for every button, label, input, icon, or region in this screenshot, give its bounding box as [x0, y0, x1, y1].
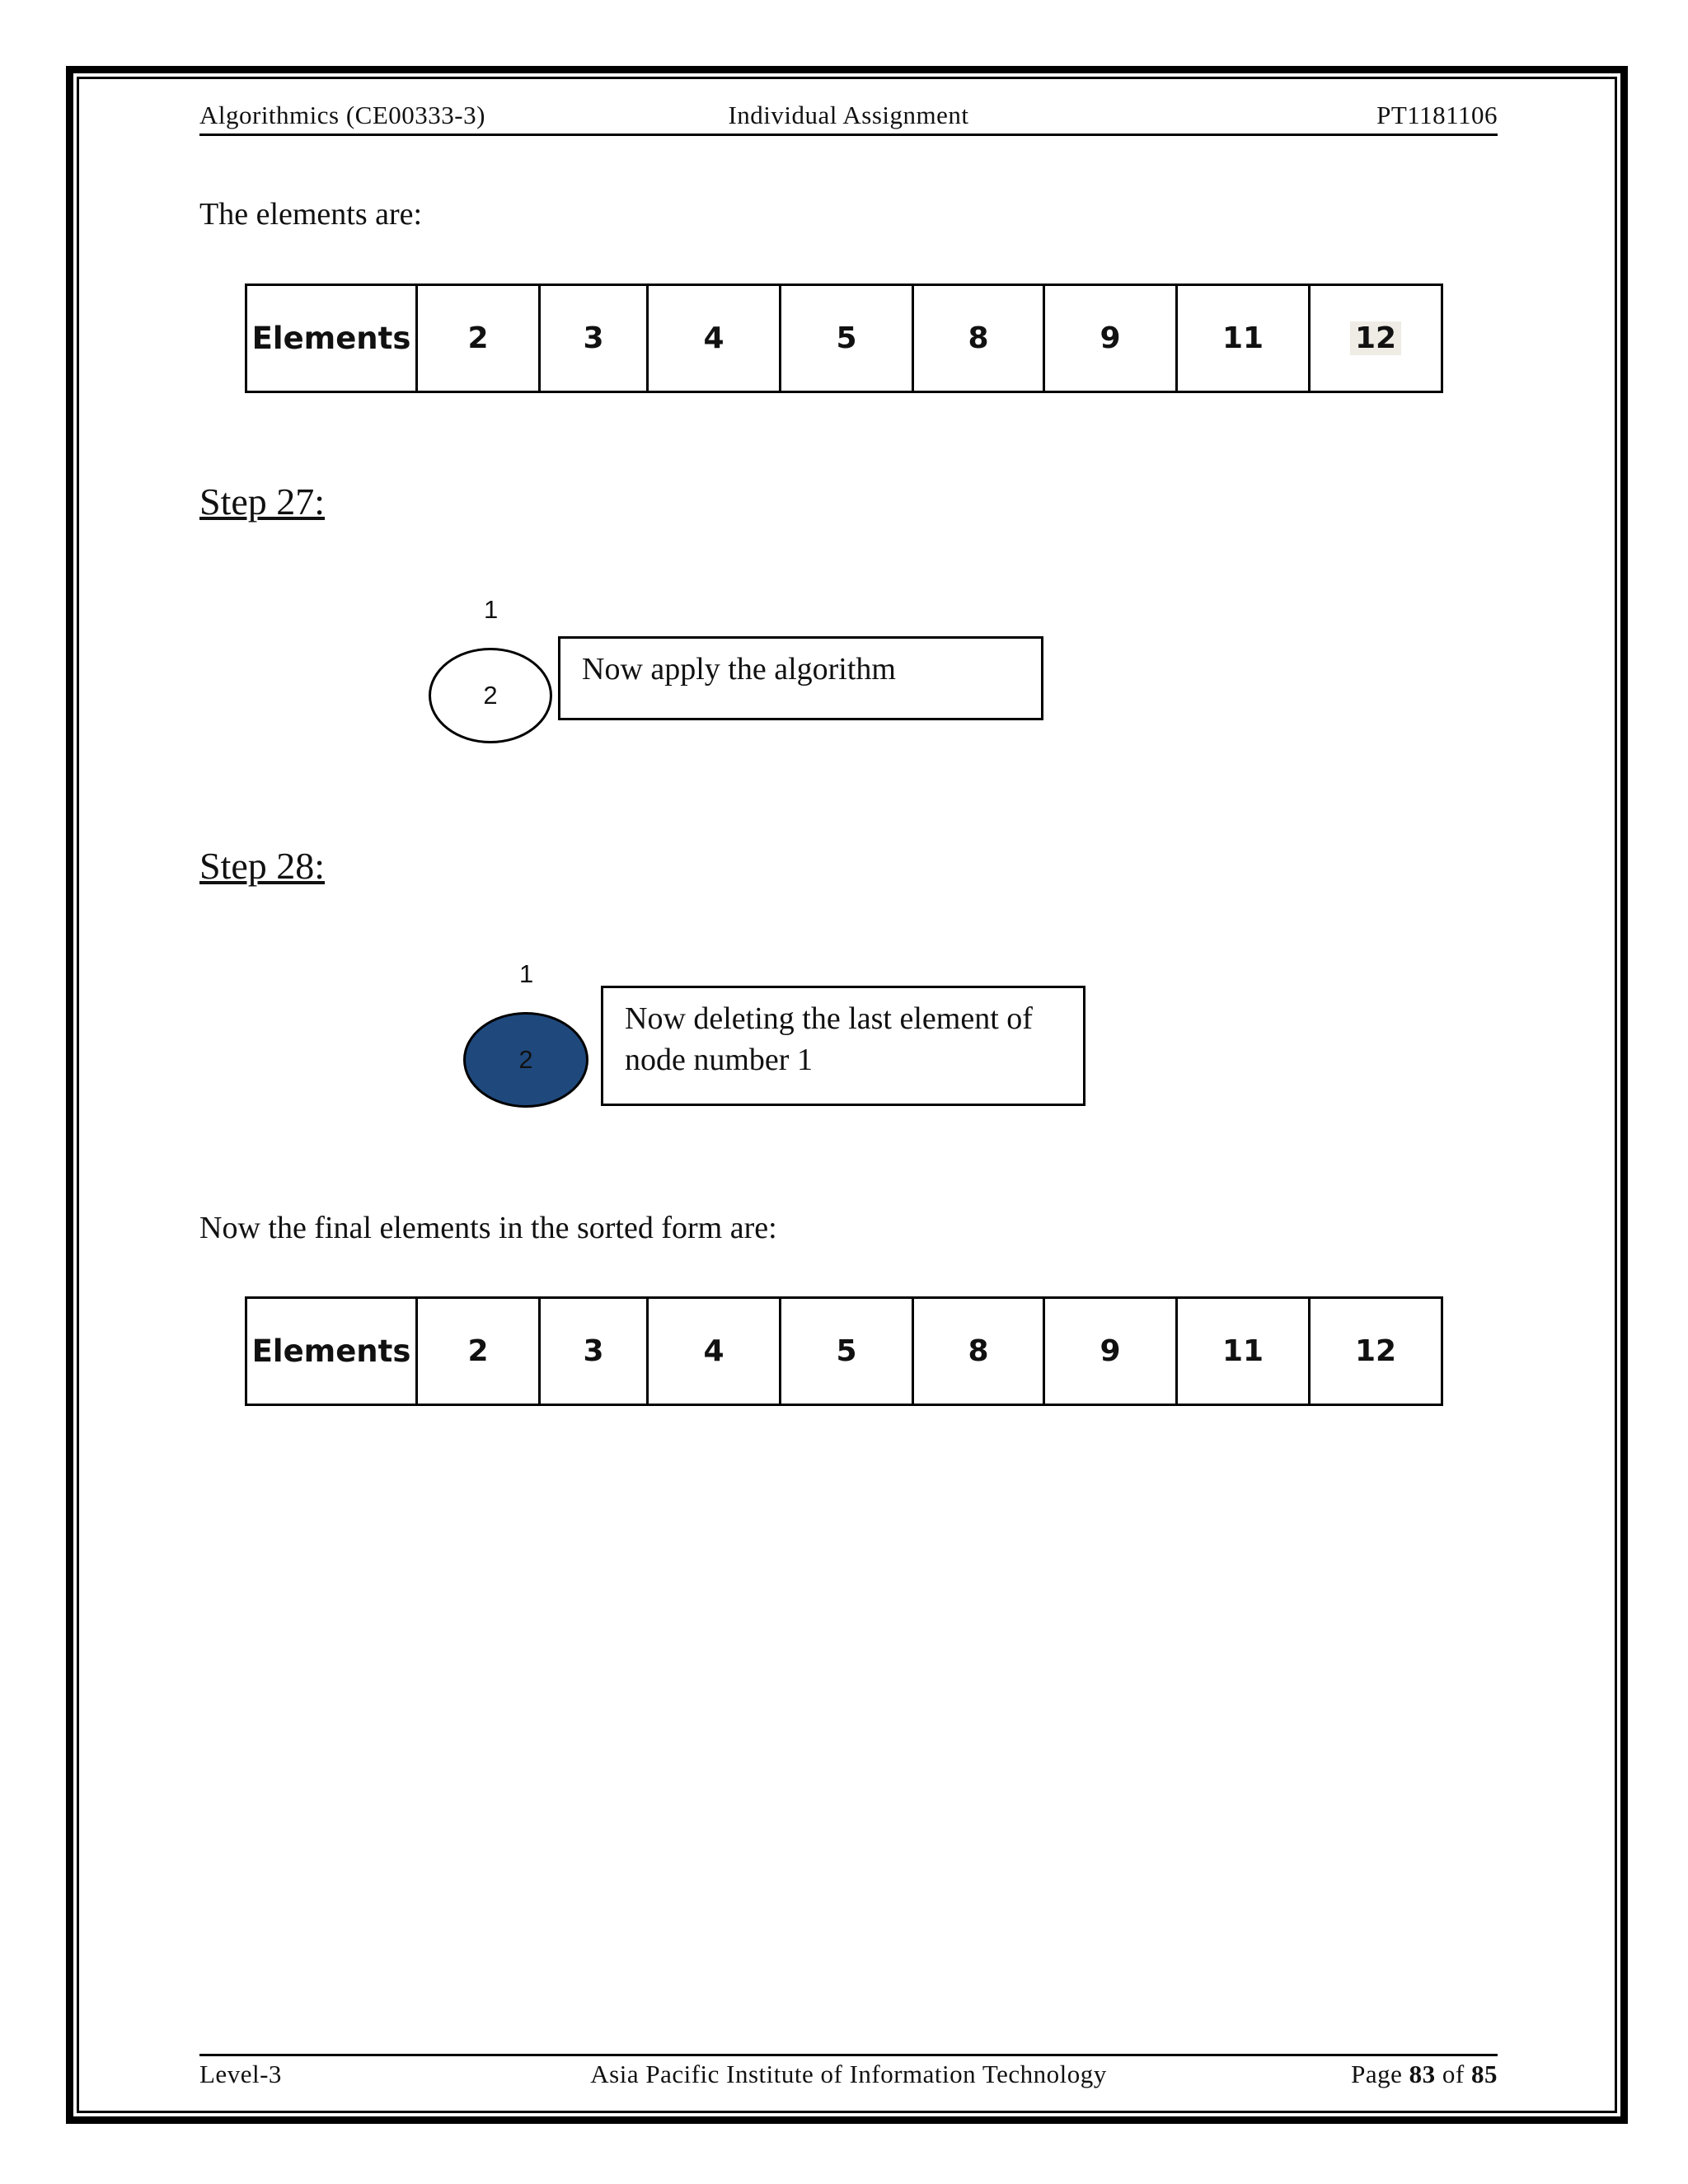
footer-page-number: Page 83 of 85: [1351, 2060, 1498, 2088]
table-cell: 3: [540, 1298, 648, 1405]
table-cell: 2: [417, 1298, 540, 1405]
final-text: Now the final elements in the sorted form are:: [199, 1211, 777, 1245]
table-cell: 4: [648, 285, 781, 392]
node-value: 2: [483, 681, 498, 710]
footer-level: Level-3: [199, 2060, 282, 2088]
table-cell: 9: [1044, 285, 1177, 392]
step-27-callout: [558, 636, 1043, 720]
step-27-title: Step 27:: [199, 480, 326, 523]
table-cell: 3: [540, 285, 648, 392]
header-student-id: PT1181106: [1376, 101, 1498, 129]
table-row: [246, 1298, 1442, 1405]
node-value: 2: [518, 1045, 533, 1074]
elements-table-final: [245, 1296, 1443, 1406]
table-cell: 5: [781, 1298, 913, 1405]
callout-text-line: Now deleting the last element of: [625, 1001, 1033, 1036]
table-cell: 11: [1177, 285, 1310, 392]
footer-institute: Asia Pacific Institute of Information Technology: [590, 2060, 1107, 2088]
node-number-label: 1: [484, 595, 499, 624]
header-title: Individual Assignment: [728, 101, 969, 129]
tree-node: [429, 648, 552, 743]
tree-node-deleted: [463, 1012, 588, 1108]
page-header: [199, 97, 1498, 136]
page-footer: [199, 2054, 1498, 2093]
table-cell: [1310, 285, 1442, 392]
table-cell: 5: [781, 285, 913, 392]
header-course: Algorithmics (CE00333-3): [199, 101, 485, 129]
table-cell: 9: [1044, 1298, 1177, 1405]
elements-table-initial: [245, 284, 1443, 393]
table-label-cell: Elements: [246, 285, 417, 392]
step-28-callout: [601, 986, 1085, 1106]
node-number-label: 1: [519, 959, 534, 988]
callout-text-line: node number 1: [625, 1043, 813, 1077]
table-cell: 4: [648, 1298, 781, 1405]
table-cell: 2: [417, 285, 540, 392]
table-cell: 11: [1177, 1298, 1310, 1405]
table-row: [246, 285, 1442, 392]
intro-text: The elements are:: [199, 197, 423, 232]
table-cell: 8: [913, 285, 1044, 392]
highlighted-value: 12: [1350, 321, 1401, 355]
table-label-cell: Elements: [246, 1298, 417, 1405]
step-28-title: Step 28:: [199, 845, 326, 887]
table-cell: 12: [1310, 1298, 1442, 1405]
table-cell: 8: [913, 1298, 1044, 1405]
callout-text: Now apply the algorithm: [582, 652, 896, 687]
